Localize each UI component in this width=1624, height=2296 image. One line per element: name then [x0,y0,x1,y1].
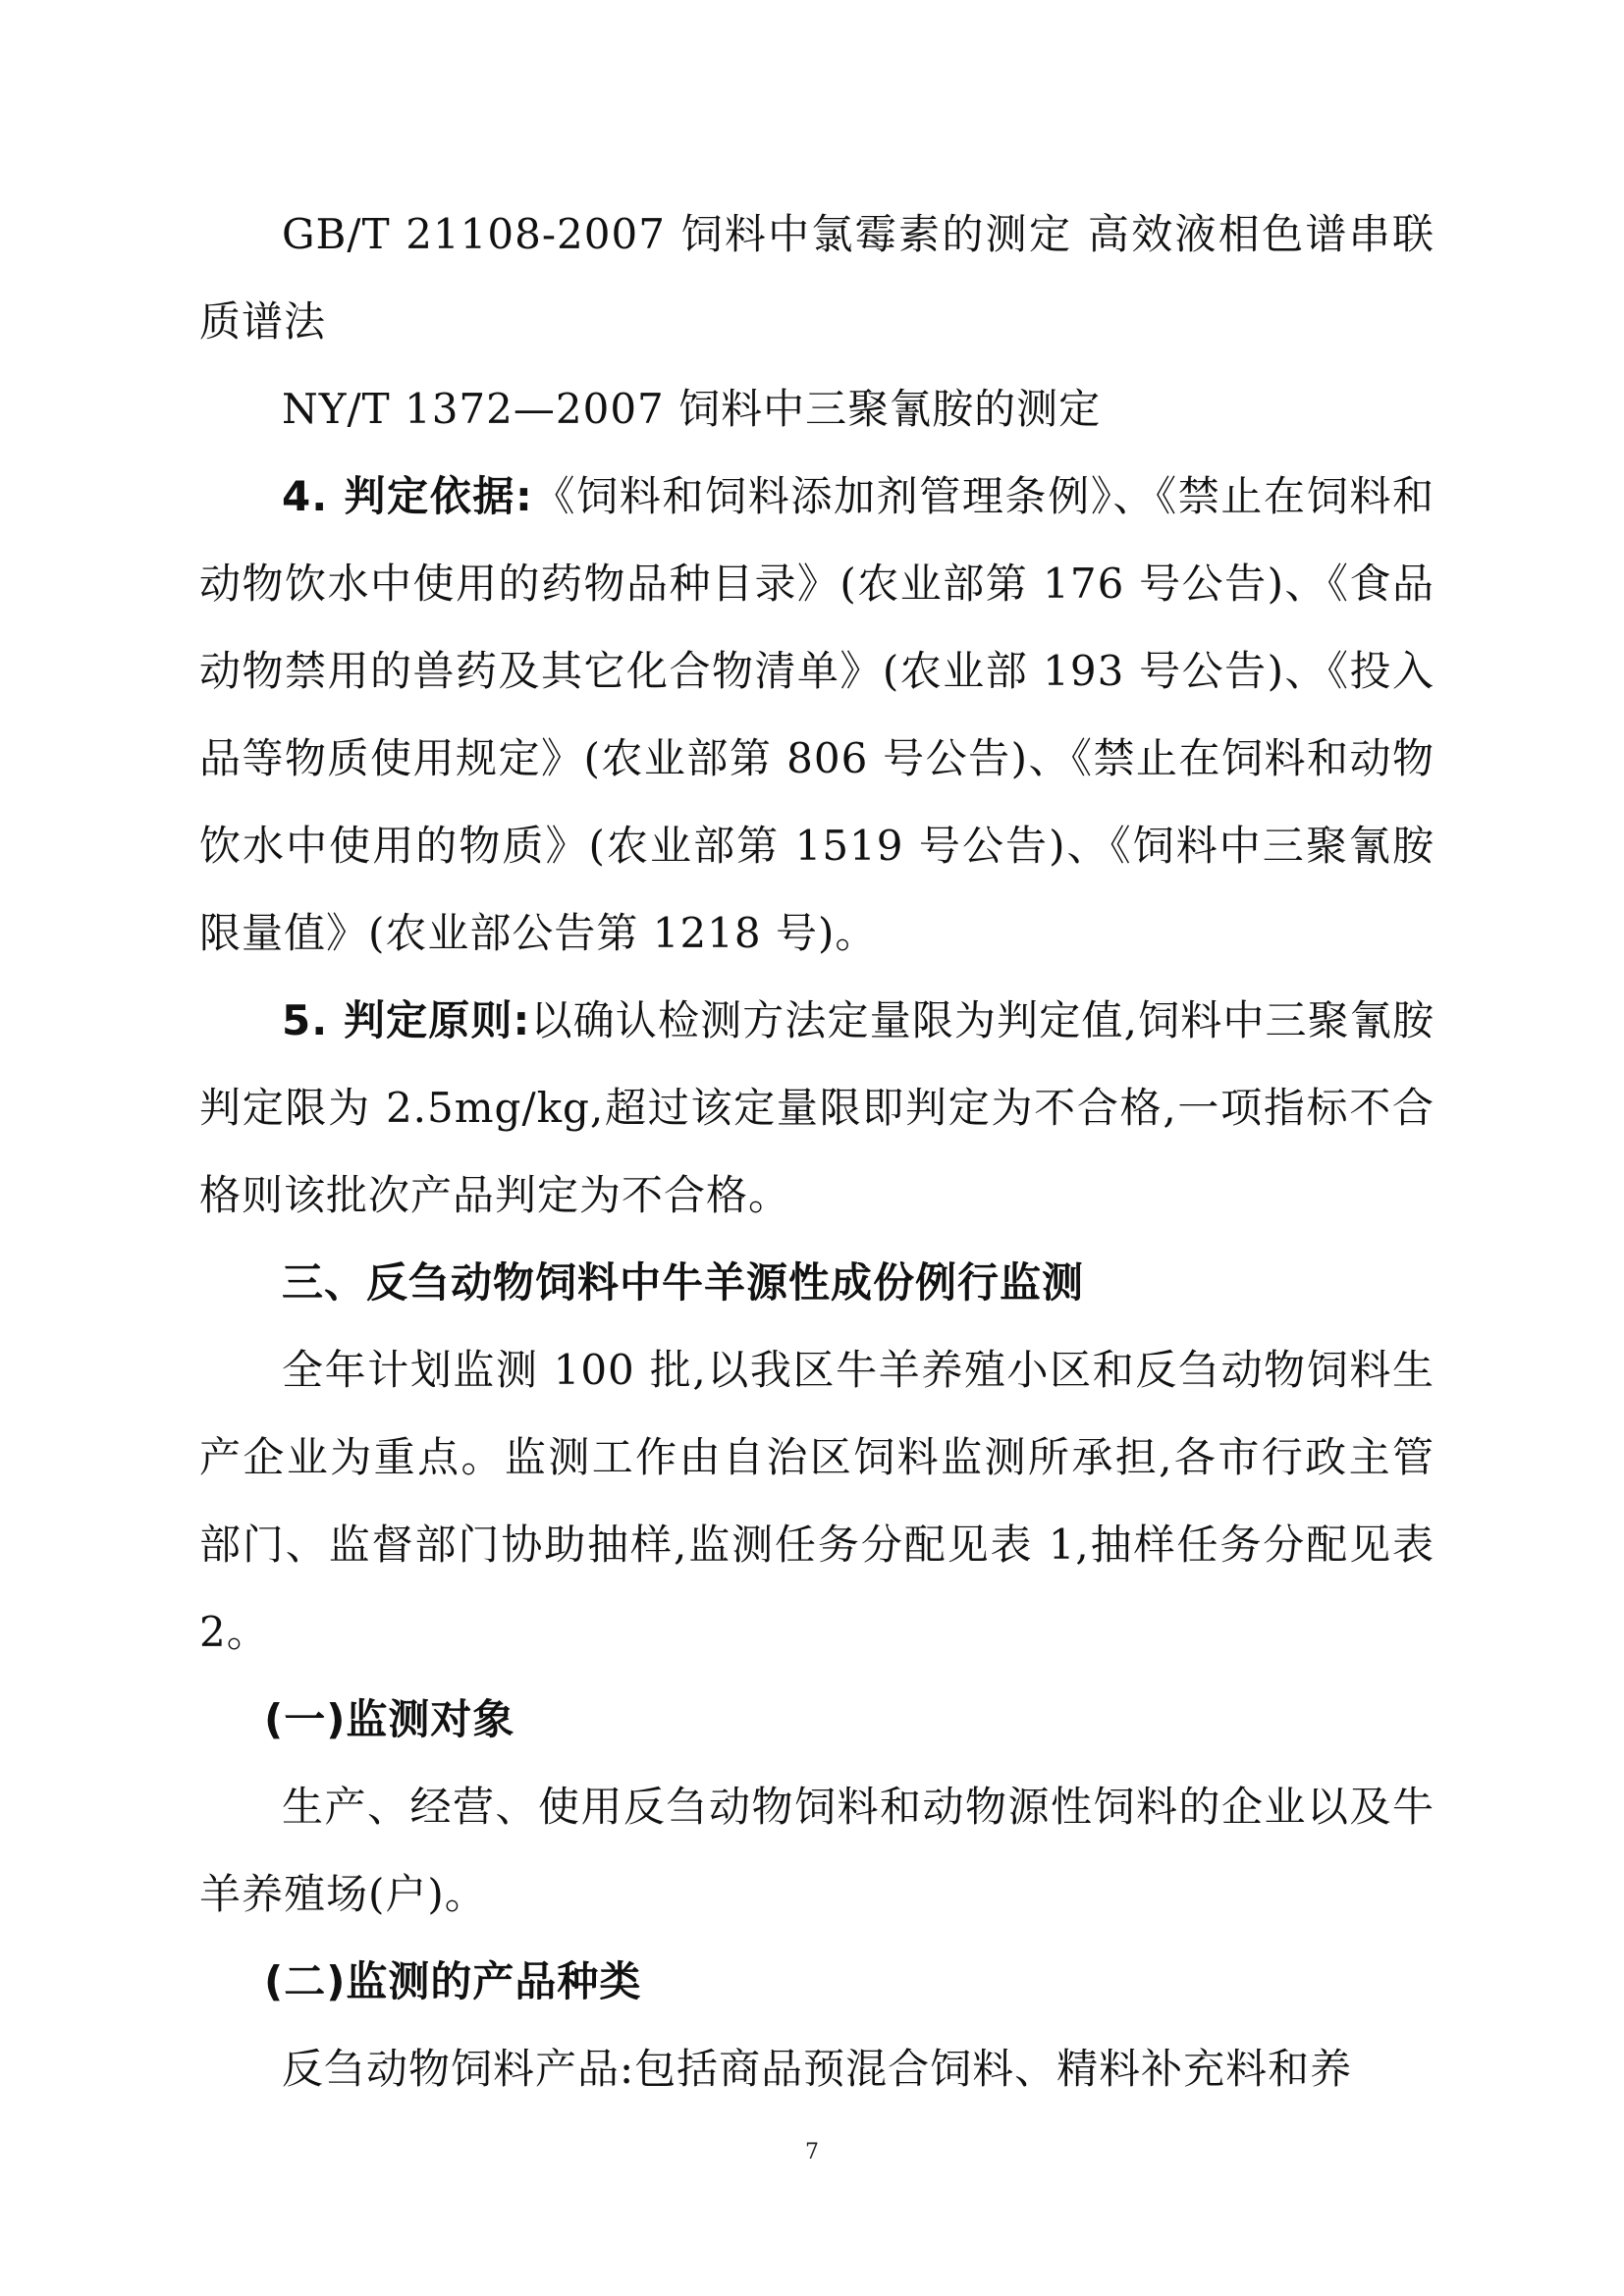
product-types-paragraph: 反刍动物饲料产品:包括商品预混合饲料、精料补充料和养 [282,2045,1353,2093]
judgment-principle-label: 5. 判定原则: [282,996,531,1044]
judgment-basis-label: 4. 判定依据: [282,472,533,520]
judgment-principle-paragraph [199,977,1435,1239]
section-heading-3: 三、反刍动物饲料中牛羊源性成份例行监测 [282,1258,1085,1307]
document-body [199,190,1435,2112]
subheading-monitoring-targets: (一)监测对象 [264,1695,515,1743]
page-number: 7 [805,2140,819,2164]
monitoring-targets-paragraph: 生产、经营、使用反刍动物饲料和动物源性饲料的企业以及牛羊养殖场(户)。 [199,1783,1435,1918]
judgment-basis-paragraph [199,453,1435,977]
judgment-basis-text: 《饲料和饲料添加剂管理条例》、《禁止在饲料和动物饮水中使用的药物品种目录》(农业部第 176 号公告)、《食品动物禁用的兽药及其它化合物清单》(农业部 193 号公告)、《投入品等物质使用规定》(农业部第 806 号公告)、《禁止在饲料和动物饮水中使用的物质》(农业部第 1519 号公告)、《饲料中三聚氰胺限量值》(农业部公告第 1218 号)。 [199,472,1435,957]
judgment-principle-text: 以确认检测方法定量限为判定值,饲料中三聚氰胺判定限为 2.5mg/kg,超过该定量限即判定为不合格,一项指标不合格则该批次产品判定为不合格。 [199,996,1435,1219]
standard-ny-t-1372: NY/T 1372—2007 饲料中三聚氰胺的测定 [282,385,1102,433]
monitoring-plan-paragraph: 全年计划监测 100 批,以我区牛羊养殖小区和反刍动物饲料生产企业为重点。监测工作由自治区饲料监测所承担,各市行政主管部门、监督部门协助抽样,监测任务分配见表 1,抽样任务分配见表 2。 [199,1346,1435,1656]
standard-gb-t-21108: GB/T 21108-2007 饲料中氯霉素的测定 高效液相色谱串联质谱法 [199,210,1435,346]
subheading-product-types: (二)监测的产品种类 [264,1957,642,2005]
